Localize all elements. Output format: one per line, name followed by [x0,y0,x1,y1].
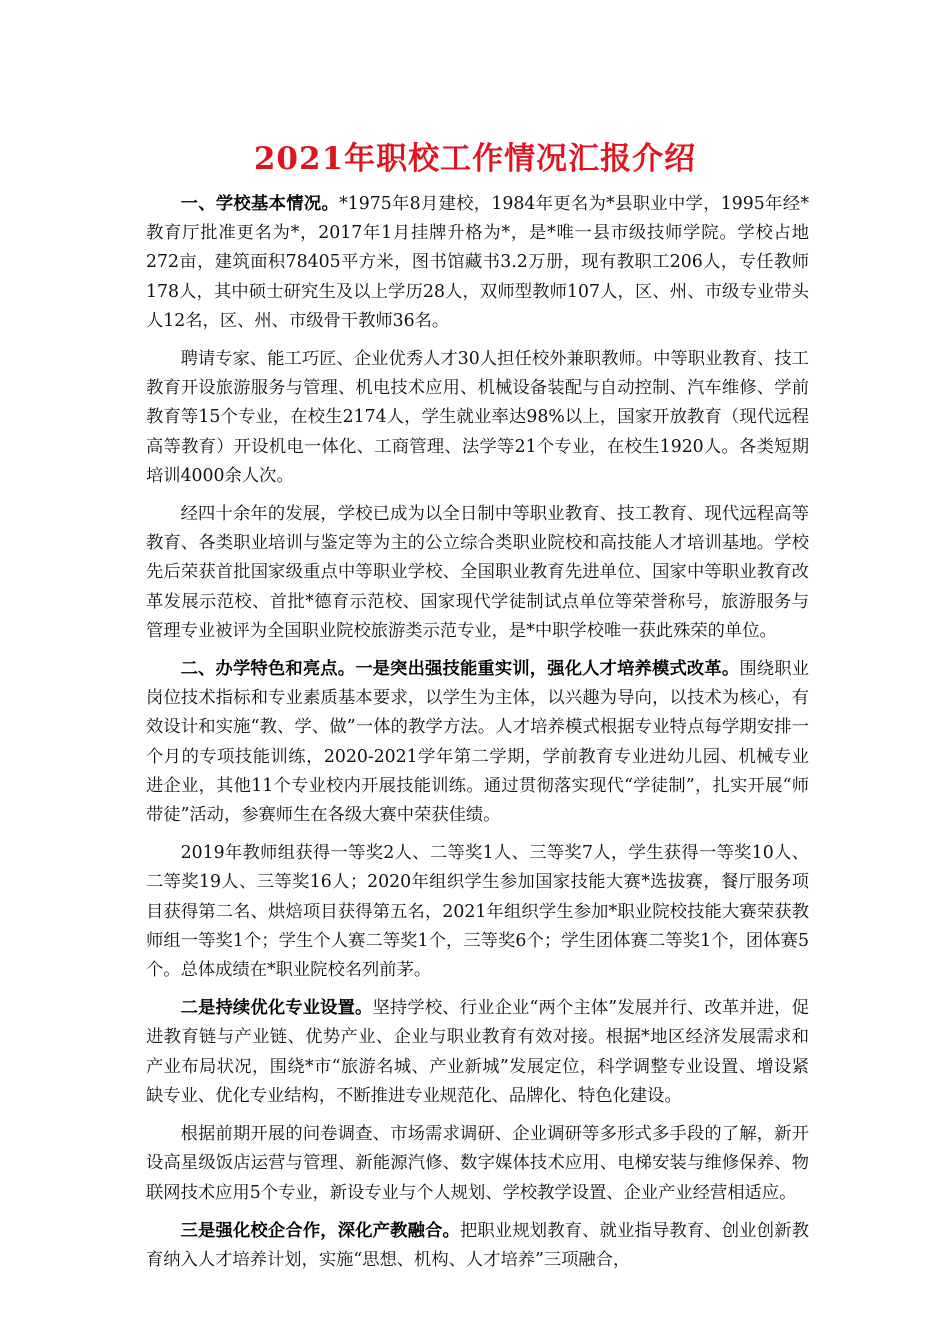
paragraph [146,500,809,646]
paragraph-heading: 二、办学特色和亮点。一是突出强技能重实训，强化人才培养模式改革。 [180,659,740,680]
paragraph [146,190,809,336]
document-title: 2021年职校工作情况汇报介绍 [253,141,697,177]
paragraph-text: 围绕职业岗位技术指标和专业素质基本要求，以学生为主体，以兴趣为导向，以技术为核心，有效设计和实施“教、学、做”一体的教学方法。人才培养模式根据专业特点每学期安排一个月的专项技能训练，2020-2021学年第二学期，学前教育专业进幼儿园、机械专业进企业，其他11个专业校内开展技能训练。通过贯彻落实现代“学徒制”，扎实开展“师带徒”活动，参赛师生在各级大赛中荣获佳绩。 [146,659,809,826]
paragraph-text: 坚持学校、行业企业“两个主体”发展并行、改革并进，促进教育链与产业链、优势产业、企业与职业教育有效对接。根据*地区经济发展需求和产业布局状况，围绕*市“旅游名城、产业新城”发展定位，科学调整专业设置、增设紧缺专业、优化专业结构，不断推进专业规范化、品牌化、特色化建设。 [146,998,809,1106]
paragraph-text: 根据前期开展的问卷调查、市场需求调研、企业调研等多形式多手段的了解，新开设高星级饭店运营与管理、新能源汽修、数字媒体技术应用、电梯安装与维修保养、物联网技术应用5个专业，新设专业与个人规划、学校教学设置、企业产业经营相适应。 [146,1124,809,1203]
paragraph-text: 聘请专家、能工巧匠、企业优秀人才30人担任校外兼职教师。中等职业教育、技工教育开设旅游服务与管理、机电技术应用、机械设备装配与自动控制、汽车维修、学前教育等15个专业，在校生2174人，学生就业率达98%以上，国家开放教育（现代远程高等教育）开设机电一体化、工商管理、法学等21个专业，在校生1920人。各类短期培训4000余人次。 [146,349,809,486]
paragraph-text: 2019年教师组获得一等奖2人、二等奖1人、三等奖7人，学生获得一等奖10人、二等奖19人、三等奖16人；2020年组织学生参加国家技能大赛*选拔赛，餐厅服务项目获得第二名、烘焙项目获得第五名，2021年组织学生参加*职业院校技能大赛荣获教师组一等奖1个；学生个人赛二等奖1个，三等奖6个；学生团体赛二等奖1个，团体赛5个。总体成绩在*职业院校名列前茅。 [146,843,809,981]
paragraph-heading: 一、学校基本情况。 [180,194,340,214]
paragraph-text: *1975年8月建校，1984年更名为*县职业中学，1995年经*教育厅批准更名为*，2017年1月挂牌升格为*，是*唯一县市级技师学院。学校占地272亩，建筑面积78405平方米，图书馆藏书3.2万册，现有教职工206人，专任教师178人，其中硕士研究生及以上学历28人，双师型教师107人，区、州、市级专业带头人12名，区、州、市级骨干教师36名。 [146,194,809,331]
paragraph [146,345,809,491]
paragraph [146,655,809,830]
paragraph-text: 经四十余年的发展，学校已成为以全日制中等职业教育、技工教育、现代远程高等教育、各类职业培训与鉴定等为主的公立综合类职业院校和高技能人才培训基地。学校先后荣获首批国家级重点中等职业学校、全国职业教育先进单位、国家中等职业教育改革发展示范校、首批*德育示范校、国家现代学徒制试点单位等荣誉称号，旅游服务与管理专业被评为全国职业院校旅游类示范专业，是*中职学校唯一获此殊荣的单位。 [146,504,809,641]
paragraph-heading: 二是持续优化专业设置。 [180,998,373,1019]
paragraph [146,1120,809,1208]
paragraph [146,1217,809,1275]
document-body [146,190,809,1284]
paragraph-text: 把职业规划教育、就业指导教育、创业创新教育纳入人才培养计划，实施“思想、机构、人才培养”三项融合， [146,1220,809,1270]
paragraph-heading: 三是强化校企合作，深化产教融合。 [180,1220,460,1241]
paragraph [146,994,809,1111]
paragraph [146,839,809,985]
